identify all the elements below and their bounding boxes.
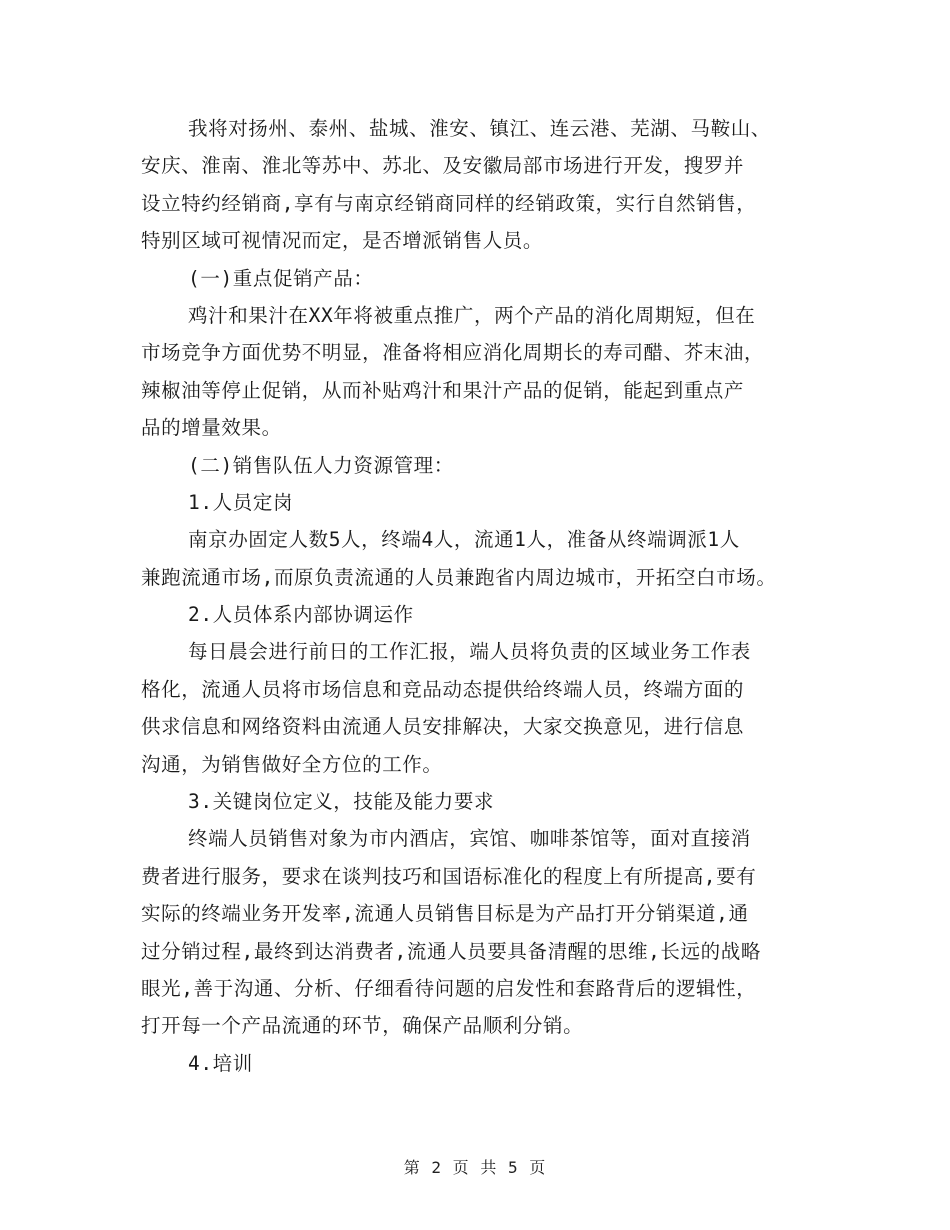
section-heading: (二)销售队伍人力资源管理：	[188, 453, 454, 477]
text-line: 我将对扬州、泰州、盐城、淮安、镇江、连云港、芜湖、马鞍山、	[188, 117, 771, 140]
text-line: 终端人员销售对象为市内酒店，宾馆、咖啡茶馆等，面对直接消	[188, 827, 751, 851]
document-body	[141, 110, 821, 1082]
text-line: 过分销过程,最终到达消费者,流通人员要具备清醒的思维,长远的战略	[141, 939, 761, 963]
text-line: 设立特约经销商,享有与南京经销商同样的经销政策，实行自然销售，	[141, 191, 757, 215]
subheading-staffing	[141, 484, 821, 521]
text-line: 品的增量效果。	[141, 416, 282, 440]
paragraph-coordination	[141, 633, 821, 783]
text-line: 兼跑流通市场,而原负责流通的人员兼跑省内周边城市，开拓空白市场。	[141, 565, 777, 589]
heading-hr-management	[141, 447, 821, 484]
page-number-footer: 第 2 页 共 5 页	[403, 1158, 547, 1177]
text-line: 费者进行服务，要求在谈判技巧和国语标准化的程度上有所提高,要有	[141, 864, 757, 888]
text-line: 市场竞争方面优势不明显，准备将相应消化周期长的寿司醋、芥末油，	[141, 341, 765, 365]
text-line: 每日晨会进行前日的工作汇报，端人员将负责的区域业务工作表	[188, 640, 751, 664]
subheading-training	[141, 1045, 821, 1082]
sub-heading: 2.人员体系内部协调运作	[188, 603, 414, 627]
paragraph-staffing	[141, 521, 821, 596]
text-line: 格化，流通人员将市场信息和竞品动态提供给终端人员，终端方面的	[141, 677, 745, 701]
text-line: 鸡汁和果汁在XX年将被重点推广，两个产品的消化周期短，但在	[188, 303, 756, 327]
sub-heading: 3.关键岗位定义，技能及能力要求	[188, 790, 495, 814]
text-line: 特别区域可视情况而定，是否增派销售人员。	[141, 229, 544, 253]
text-line: 实际的终端业务开发率,流通人员销售目标是为产品打开分销渠道,通	[141, 902, 749, 926]
paragraph-market-expansion	[141, 110, 821, 260]
subheading-coordination	[141, 596, 821, 633]
text-line: 打开每一个产品流通的环节，确保产品顺利分销。	[141, 1014, 584, 1038]
section-heading: (一)重点促销产品：	[188, 266, 374, 290]
text-line: 眼光,善于沟通、分析、仔细看待问题的启发性和套路背后的逻辑性，	[141, 976, 757, 1000]
sub-heading: 1.人员定岗	[188, 490, 294, 514]
text-line: 供求信息和网络资料由流通人员安排解决，大家交换意见，进行信息	[141, 715, 745, 739]
text-line: 辣椒油等停止促销，从而补贴鸡汁和果汁产品的促销，能起到重点产	[141, 378, 745, 402]
text-line: 南京办固定人数5人，终端4人，流通1人，准备从终端调派1人	[188, 528, 740, 552]
text-line: 沟通，为销售做好全方位的工作。	[141, 752, 443, 776]
text-line: 安庆、淮南、淮北等苏中、苏北、及安徽局部市场进行开发，搜罗并	[141, 154, 745, 178]
paragraph-promotion-products	[141, 297, 821, 447]
subheading-key-positions	[141, 783, 821, 820]
sub-heading: 4.培训	[188, 1051, 253, 1075]
paragraph-key-positions	[141, 820, 821, 1044]
heading-key-promotion-products	[141, 260, 821, 297]
